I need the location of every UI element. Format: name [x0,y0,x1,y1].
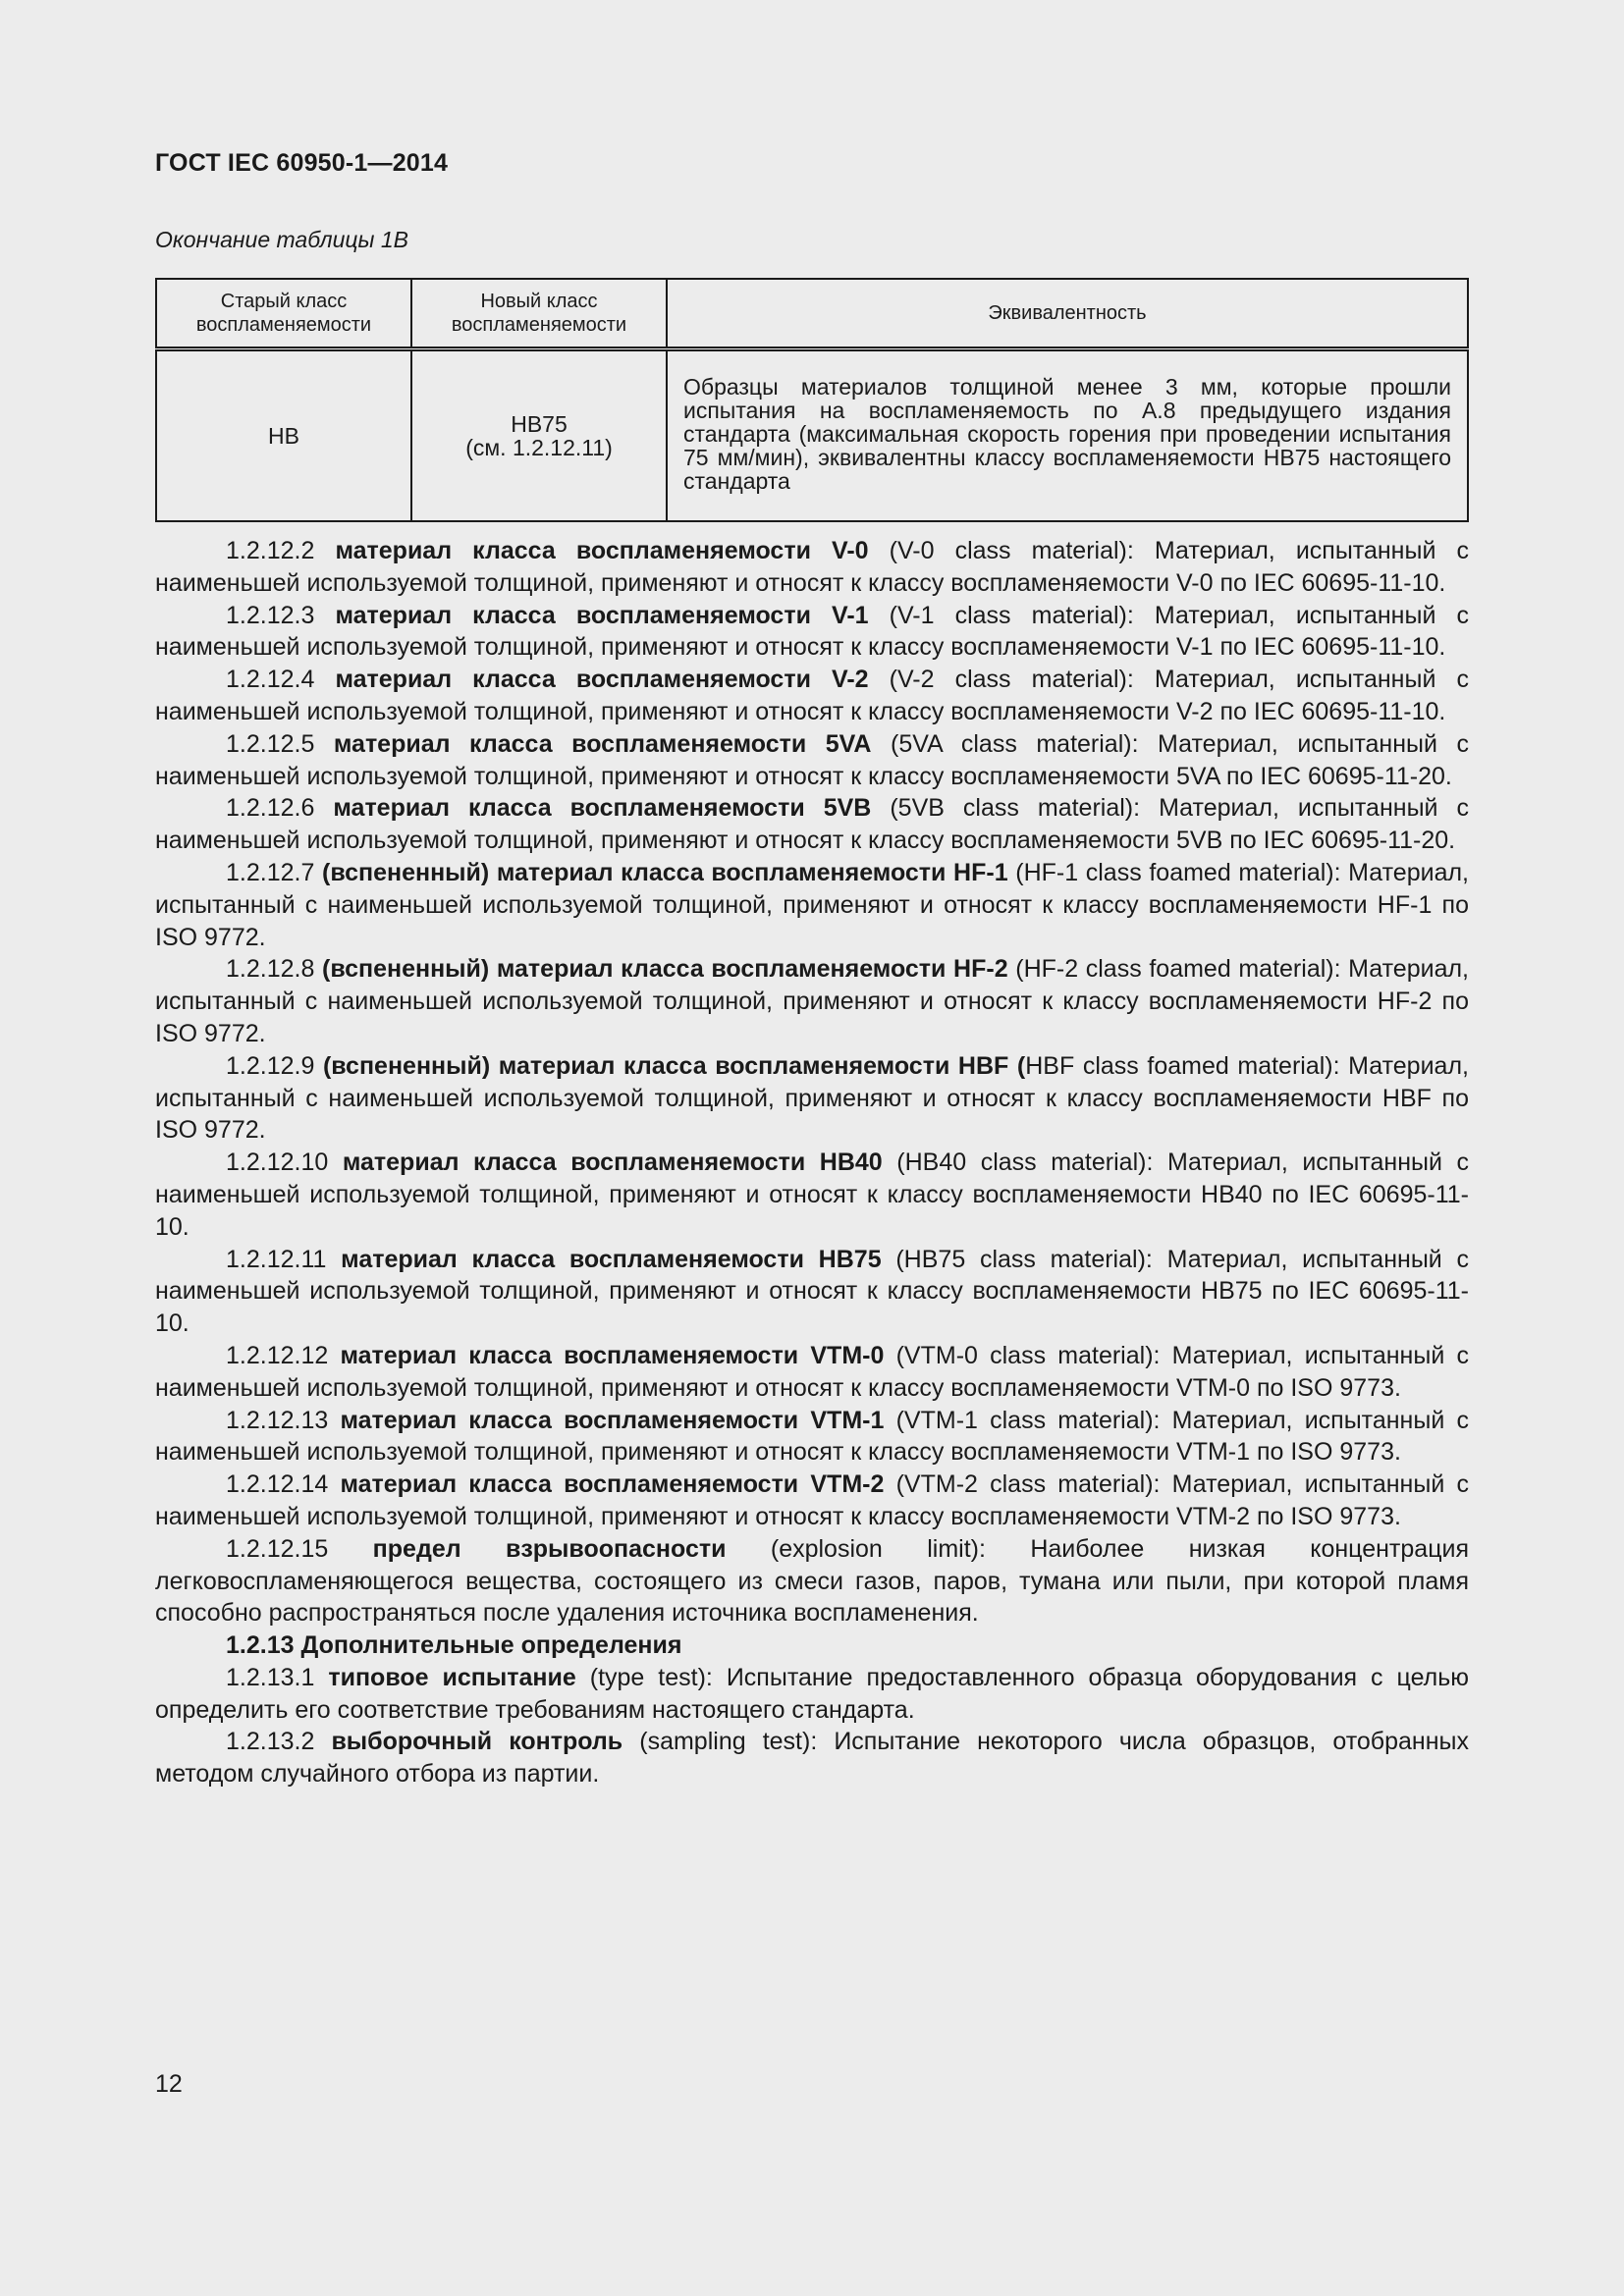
definition-text: (V-0 class material): Материал, испытанный с наименьшей используемой толщиной, применяют и относят к классу воспламеняемости V-0 по IEC 60695-11-10. [155,537,1469,597]
document-body [155,535,1469,1790]
definition-text: (sampling test): Испытание некоторого числа образцов, отобранных методом случайного отбора из партии. [155,1728,1469,1789]
definition-paragraph [155,1468,1469,1533]
clause-number: 1.2.12.9 [226,1051,315,1080]
definition-text: (V-1 class material): Материал, испытанный с наименьшей используемой толщиной, применяют и относят к классу воспламеняемости V-1 по IEC 60695-11-10. [155,601,1469,662]
cell-new-class [411,349,667,522]
definition-text: (HF-2 class foamed material): Материал, испытанный с наименьшей используемой толщиной, применяют и относят к классу воспламеняемости HF-2 по ISO 9772. [155,955,1470,1047]
defined-term: типовое испытание [328,1663,576,1691]
defined-term: материал класса воспламеняемости VTM-1 [340,1406,885,1434]
table-header-row [156,279,1468,349]
clause-number: 1.2.12.7 [226,858,315,886]
definition-paragraph [155,1662,1469,1727]
definition-paragraph [155,535,1469,600]
clause-number: 1.2.12.14 [226,1470,329,1499]
definition-text: (5VA class material): Материал, испытанный с наименьшей используемой толщиной, применяют и относят к классу воспламеняемости 5VA по IEC 60695-11-20. [155,729,1469,790]
defined-term: материал класса воспламеняемости V-2 [335,666,869,694]
defined-term: (вспененный) материал класса воспламеняемости HBF ( [322,1051,1026,1080]
page-number: 12 [155,2070,183,2098]
column-header-new-class: Новый класс воспламеняемости [411,279,667,349]
defined-term: (вспененный) материал класса воспламеняемости HF-1 [322,858,1008,886]
defined-term: выборочный контроль [331,1728,623,1756]
definition-text: (VTM-1 class material): Материал, испытанный с наименьшей используемой толщиной, применяют и относят к классу воспламеняемости VTM-1 по ISO 9773. [155,1406,1469,1467]
definition-paragraph [155,953,1469,1049]
column-header-old-class: Старый класс воспламеняемости [156,279,411,349]
table-caption: Окончание таблицы 1В [155,227,409,252]
definition-text: (HB40 class material): Материал, испытанный с наименьшей используемой толщиной, применяют и относят к классу воспламеняемости HB40 по IEC 60695-11-10. [155,1148,1469,1241]
definition-paragraph [155,1340,1469,1405]
defined-term: (вспененный) материал класса воспламеняемости HF-2 [322,955,1008,984]
clause-number: 1.2.13.2 [226,1728,315,1756]
definition-paragraph [155,728,1469,793]
column-header-equivalence: Эквивалентность [667,279,1468,349]
definition-paragraph [155,600,1469,665]
definition-text: (type test): Испытание предоставленного образца оборудования с целью определить его соответствие требованиям настоящего стандарта. [155,1663,1470,1724]
table-row [156,349,1468,522]
clause-number: 1.2.12.13 [226,1406,329,1434]
clause-number: 1.2.12.8 [226,955,315,984]
definition-text: (HB75 class material): Материал, испытанный с наименьшей используемой толщиной, применяют и относят к классу воспламеняемости HB75 по IEC 60695-11-10. [155,1245,1469,1338]
definition-text: (explosion limit): Наиболее низкая концентрация легковоспламеняющегося вещества, состоящего из смеси газов, паров, тумана или пыли, при которой пламя способно распространяться после удаления источника воспламенения. [155,1534,1470,1628]
defined-term: материал класса воспламеняемости 5VA [333,729,872,758]
document-header: ГОСТ IEC 60950-1—2014 [155,149,449,177]
cell-old-class: HB [156,349,411,522]
definition-paragraph [155,1726,1469,1790]
clause-number: 1.2.12.12 [226,1341,329,1369]
defined-term: материал класса воспламеняемости V-0 [335,537,869,564]
clause-number: 1.2.12.4 [226,666,315,694]
clause-number: 1.2.12.2 [226,537,315,564]
definition-paragraph [155,1050,1469,1147]
definition-text: (5VB class material): Материал, испытанный с наименьшей используемой толщиной, применяют и относят к классу воспламеняемости 5VB по IEC 60695-11-20. [155,794,1470,855]
definition-paragraph [155,1244,1469,1340]
defined-term: материал класса воспламеняемости V-1 [335,601,869,629]
cell-new-class-value: HB75 [511,411,568,437]
clause-number: 1.2.12.3 [226,601,315,629]
clause-number: 1.2.12.6 [226,794,315,823]
definition-text: (HF-1 class foamed material): Материал, испытанный с наименьшей используемой толщиной, применяют и относят к классу воспламеняемости HF-1 по ISO 9772. [155,858,1470,951]
definition-paragraph [155,792,1469,857]
defined-term: материал класса воспламеняемости VTM-2 [340,1470,885,1499]
definition-paragraph [155,1405,1469,1469]
clause-number: 1.2.12.5 [226,729,315,758]
definition-text: (V-2 class material): Материал, испытанный с наименьшей используемой толщиной, применяют и относят к классу воспламеняемости V-2 по IEC 60695-11-10. [155,666,1469,725]
defined-term: материал класса воспламеняемости 5VB [333,794,872,823]
defined-term: предел взрывоопасности [372,1534,727,1563]
definition-paragraph [155,1147,1469,1243]
definition-text: (VTM-0 class material): Материал, испытанный с наименьшей используемой толщиной, применяют и относят к классу воспламеняемости VTM-0 по ISO 9773. [155,1341,1469,1402]
defined-term: материал класса воспламеняемости HB75 [341,1245,882,1273]
section-subheading: 1.2.13 Дополнительные определения [226,1631,682,1660]
defined-term: материал класса воспламеняемости HB40 [342,1148,883,1177]
clause-number: 1.2.12.11 [226,1245,327,1273]
definition-text: (VTM-2 class material): Материал, испытанный с наименьшей используемой толщиной, применяют и относят к классу воспламеняемости VTM-2 по ISO 9773. [155,1470,1469,1530]
clause-number: 1.2.13.1 [226,1663,315,1691]
flammability-class-table [155,278,1469,522]
defined-term: материал класса воспламеняемости VTM-0 [340,1341,885,1369]
definition-paragraph [155,857,1469,953]
definition-paragraph [155,664,1469,728]
cell-new-class-ref: (см. 1.2.12.11) [465,435,613,460]
clause-number: 1.2.12.10 [226,1148,329,1177]
definition-paragraph [155,1533,1469,1629]
cell-equivalence: Образцы материалов толщиной менее 3 мм, которые прошли испытания на воспламеняемость по А.8 предыдущего издания стандарта (максимальная скорость горения при проведении испытания 75 мм/мин), эквивалентны классу воспламеняемости HB75 настоящего стандарта [667,349,1468,522]
definition-text: HBF class foamed material): Материал, испытанный с наименьшей используемой толщиной, применяют и относят к классу воспламеняемости HBF по ISO 9772. [155,1051,1469,1145]
clause-number: 1.2.12.15 [226,1534,329,1563]
